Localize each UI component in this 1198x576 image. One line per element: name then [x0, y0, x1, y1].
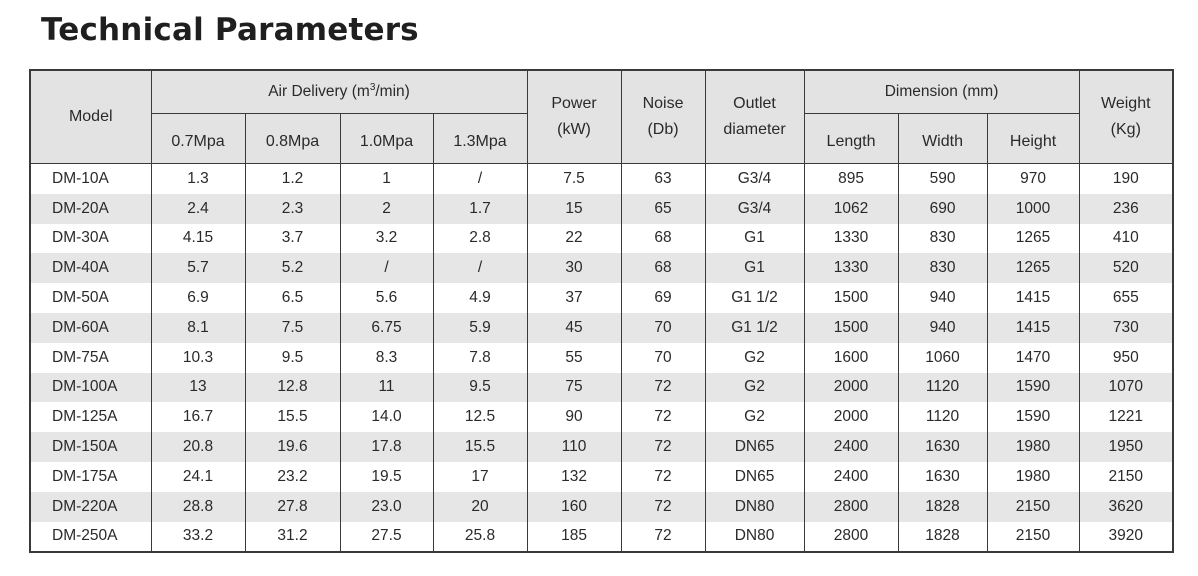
cell-outlet: G1 1/2 — [705, 283, 804, 313]
header-outlet-diameter: Outlet diameter — [705, 70, 804, 164]
cell-air-0-8: 5.2 — [245, 253, 340, 283]
cell-power: 132 — [527, 462, 621, 492]
header-pressure-0-7: 0.7Mpa — [151, 114, 245, 164]
cell-air-1-3: 17 — [433, 462, 527, 492]
table-row — [30, 313, 1173, 343]
cell-power: 15 — [527, 194, 621, 224]
cell-height: 1415 — [987, 313, 1079, 343]
cell-model: DM-150A — [30, 432, 151, 462]
cell-height: 1265 — [987, 224, 1079, 254]
cell-air-1-0: 14.0 — [340, 402, 433, 432]
cell-weight: 1221 — [1079, 402, 1173, 432]
cell-air-0-8: 1.2 — [245, 164, 340, 194]
table-row — [30, 373, 1173, 403]
cell-outlet: G1 1/2 — [705, 313, 804, 343]
table-body — [30, 164, 1173, 553]
cell-noise: 72 — [621, 492, 705, 522]
cell-model: DM-175A — [30, 462, 151, 492]
cell-air-1-0: 2 — [340, 194, 433, 224]
cell-air-0-7: 2.4 — [151, 194, 245, 224]
cell-outlet: G1 — [705, 224, 804, 254]
cell-air-1-0: 3.2 — [340, 224, 433, 254]
header-weight: Weight (Kg) — [1079, 70, 1173, 164]
cell-weight: 236 — [1079, 194, 1173, 224]
cell-model: DM-50A — [30, 283, 151, 313]
cell-noise: 72 — [621, 402, 705, 432]
table-header — [30, 70, 1173, 164]
cell-outlet: G3/4 — [705, 164, 804, 194]
cell-model: DM-100A — [30, 373, 151, 403]
cell-air-1-0: 11 — [340, 373, 433, 403]
cell-outlet: G2 — [705, 373, 804, 403]
header-length: Length — [804, 114, 898, 164]
cell-air-1-3: 1.7 — [433, 194, 527, 224]
cell-air-0-7: 8.1 — [151, 313, 245, 343]
cell-length: 2800 — [804, 522, 898, 553]
table-row — [30, 402, 1173, 432]
cell-air-1-3: 4.9 — [433, 283, 527, 313]
table-row — [30, 492, 1173, 522]
cell-noise: 65 — [621, 194, 705, 224]
cell-weight: 3620 — [1079, 492, 1173, 522]
cell-height: 970 — [987, 164, 1079, 194]
cell-height: 2150 — [987, 492, 1079, 522]
cell-width: 590 — [898, 164, 987, 194]
cell-air-0-7: 4.15 — [151, 224, 245, 254]
cell-air-1-3: 15.5 — [433, 432, 527, 462]
cell-weight: 190 — [1079, 164, 1173, 194]
table-row — [30, 432, 1173, 462]
cell-model: DM-250A — [30, 522, 151, 553]
cell-power: 110 — [527, 432, 621, 462]
cell-air-0-7: 5.7 — [151, 253, 245, 283]
cell-width: 830 — [898, 253, 987, 283]
cell-air-1-3: 9.5 — [433, 373, 527, 403]
header-pressure-1-3: 1.3Mpa — [433, 114, 527, 164]
cell-width: 940 — [898, 313, 987, 343]
cell-height: 1265 — [987, 253, 1079, 283]
header-power: Power (kW) — [527, 70, 621, 164]
cell-noise: 70 — [621, 313, 705, 343]
cell-air-1-0: / — [340, 253, 433, 283]
cell-noise: 70 — [621, 343, 705, 373]
technical-parameters-table — [29, 69, 1174, 553]
cell-air-0-7: 1.3 — [151, 164, 245, 194]
cell-weight: 1070 — [1079, 373, 1173, 403]
cell-length: 2000 — [804, 373, 898, 403]
cell-air-0-7: 28.8 — [151, 492, 245, 522]
cell-air-1-3: 5.9 — [433, 313, 527, 343]
cell-height: 1980 — [987, 462, 1079, 492]
cell-noise: 63 — [621, 164, 705, 194]
cell-height: 1980 — [987, 432, 1079, 462]
cell-air-1-3: 25.8 — [433, 522, 527, 553]
cell-noise: 69 — [621, 283, 705, 313]
cell-air-1-0: 19.5 — [340, 462, 433, 492]
cell-air-1-3: 7.8 — [433, 343, 527, 373]
cell-outlet: DN65 — [705, 432, 804, 462]
cell-model: DM-60A — [30, 313, 151, 343]
cell-height: 1470 — [987, 343, 1079, 373]
header-width: Width — [898, 114, 987, 164]
header-air-delivery: Air Delivery $(m^3/\min)$ — [151, 70, 527, 114]
table-row — [30, 224, 1173, 254]
cell-outlet: DN80 — [705, 522, 804, 553]
cell-air-0-8: 19.6 — [245, 432, 340, 462]
cell-model: DM-30A — [30, 224, 151, 254]
cell-width: 940 — [898, 283, 987, 313]
cell-weight: 410 — [1079, 224, 1173, 254]
cell-air-1-0: 8.3 — [340, 343, 433, 373]
cell-noise: 72 — [621, 373, 705, 403]
cell-model: DM-40A — [30, 253, 151, 283]
cell-width: 1828 — [898, 522, 987, 553]
cell-air-1-3: 2.8 — [433, 224, 527, 254]
cell-weight: 655 — [1079, 283, 1173, 313]
cell-width: 1630 — [898, 462, 987, 492]
cell-air-0-8: 12.8 — [245, 373, 340, 403]
cell-air-0-7: 16.7 — [151, 402, 245, 432]
cell-air-1-0: 6.75 — [340, 313, 433, 343]
cell-model: DM-75A — [30, 343, 151, 373]
cell-outlet: G1 — [705, 253, 804, 283]
cell-length: 1500 — [804, 283, 898, 313]
cell-power: 7.5 — [527, 164, 621, 194]
table-row — [30, 194, 1173, 224]
cell-height: 1000 — [987, 194, 1079, 224]
cell-power: 185 — [527, 522, 621, 553]
cell-outlet: G2 — [705, 402, 804, 432]
header-model: Model — [30, 70, 151, 164]
table-row — [30, 164, 1173, 194]
cell-height: 1590 — [987, 373, 1079, 403]
cell-air-0-8: 15.5 — [245, 402, 340, 432]
cell-air-1-0: 23.0 — [340, 492, 433, 522]
cell-air-1-3: 20 — [433, 492, 527, 522]
cell-height: 1590 — [987, 402, 1079, 432]
cell-power: 45 — [527, 313, 621, 343]
cell-air-1-0: 17.8 — [340, 432, 433, 462]
cell-noise: 68 — [621, 253, 705, 283]
cell-air-0-8: 3.7 — [245, 224, 340, 254]
header-height: Height — [987, 114, 1079, 164]
cell-air-1-3: / — [433, 253, 527, 283]
cell-power: 22 — [527, 224, 621, 254]
cell-outlet: G2 — [705, 343, 804, 373]
cell-height: 1415 — [987, 283, 1079, 313]
cell-air-1-3: 12.5 — [433, 402, 527, 432]
cell-height: 2150 — [987, 522, 1079, 553]
cell-air-0-8: 7.5 — [245, 313, 340, 343]
cell-power: 37 — [527, 283, 621, 313]
cell-air-0-7: 6.9 — [151, 283, 245, 313]
cell-weight: 950 — [1079, 343, 1173, 373]
cell-air-0-8: 6.5 — [245, 283, 340, 313]
table-row — [30, 462, 1173, 492]
cell-noise: 72 — [621, 522, 705, 553]
cell-air-0-8: 27.8 — [245, 492, 340, 522]
cell-model: DM-220A — [30, 492, 151, 522]
cell-power: 160 — [527, 492, 621, 522]
cell-weight: 1950 — [1079, 432, 1173, 462]
cell-length: 2000 — [804, 402, 898, 432]
cell-air-1-0: 27.5 — [340, 522, 433, 553]
cell-noise: 68 — [621, 224, 705, 254]
cell-width: 1120 — [898, 402, 987, 432]
cell-model: DM-20A — [30, 194, 151, 224]
cell-air-1-3: / — [433, 164, 527, 194]
cell-length: 1600 — [804, 343, 898, 373]
cell-width: 690 — [898, 194, 987, 224]
cell-weight: 3920 — [1079, 522, 1173, 553]
cell-air-0-7: 24.1 — [151, 462, 245, 492]
cell-length: 1330 — [804, 224, 898, 254]
cell-outlet: DN80 — [705, 492, 804, 522]
cell-noise: 72 — [621, 432, 705, 462]
page-title: Technical Parameters — [41, 12, 419, 48]
cell-width: 830 — [898, 224, 987, 254]
cell-outlet: DN65 — [705, 462, 804, 492]
cell-power: 55 — [527, 343, 621, 373]
table-row — [30, 283, 1173, 313]
cell-width: 1828 — [898, 492, 987, 522]
header-dimension: Dimension (mm) — [804, 70, 1079, 114]
cell-air-0-7: 33.2 — [151, 522, 245, 553]
cell-air-1-0: 5.6 — [340, 283, 433, 313]
cell-length: 895 — [804, 164, 898, 194]
cell-air-1-0: 1 — [340, 164, 433, 194]
cell-weight: 730 — [1079, 313, 1173, 343]
cell-air-0-8: 9.5 — [245, 343, 340, 373]
cell-model: DM-10A — [30, 164, 151, 194]
cell-length: 1330 — [804, 253, 898, 283]
cell-length: 1500 — [804, 313, 898, 343]
header-noise: Noise (Db) — [621, 70, 705, 164]
cell-noise: 72 — [621, 462, 705, 492]
cell-air-0-7: 13 — [151, 373, 245, 403]
cell-air-0-8: 23.2 — [245, 462, 340, 492]
cell-width: 1060 — [898, 343, 987, 373]
cell-length: 2400 — [804, 432, 898, 462]
cell-width: 1120 — [898, 373, 987, 403]
cell-air-0-8: 2.3 — [245, 194, 340, 224]
cell-air-0-7: 20.8 — [151, 432, 245, 462]
cell-model: DM-125A — [30, 402, 151, 432]
table-row — [30, 253, 1173, 283]
cell-power: 75 — [527, 373, 621, 403]
cell-power: 30 — [527, 253, 621, 283]
cell-length: 2800 — [804, 492, 898, 522]
table-row — [30, 343, 1173, 373]
cell-weight: 520 — [1079, 253, 1173, 283]
cell-power: 90 — [527, 402, 621, 432]
header-pressure-0-8: 0.8Mpa — [245, 114, 340, 164]
cell-outlet: G3/4 — [705, 194, 804, 224]
cell-air-0-8: 31.2 — [245, 522, 340, 553]
cell-length: 1062 — [804, 194, 898, 224]
cell-length: 2400 — [804, 462, 898, 492]
cell-weight: 2150 — [1079, 462, 1173, 492]
cell-air-0-7: 10.3 — [151, 343, 245, 373]
header-pressure-1-0: 1.0Mpa — [340, 114, 433, 164]
cell-width: 1630 — [898, 432, 987, 462]
table-row — [30, 522, 1173, 553]
